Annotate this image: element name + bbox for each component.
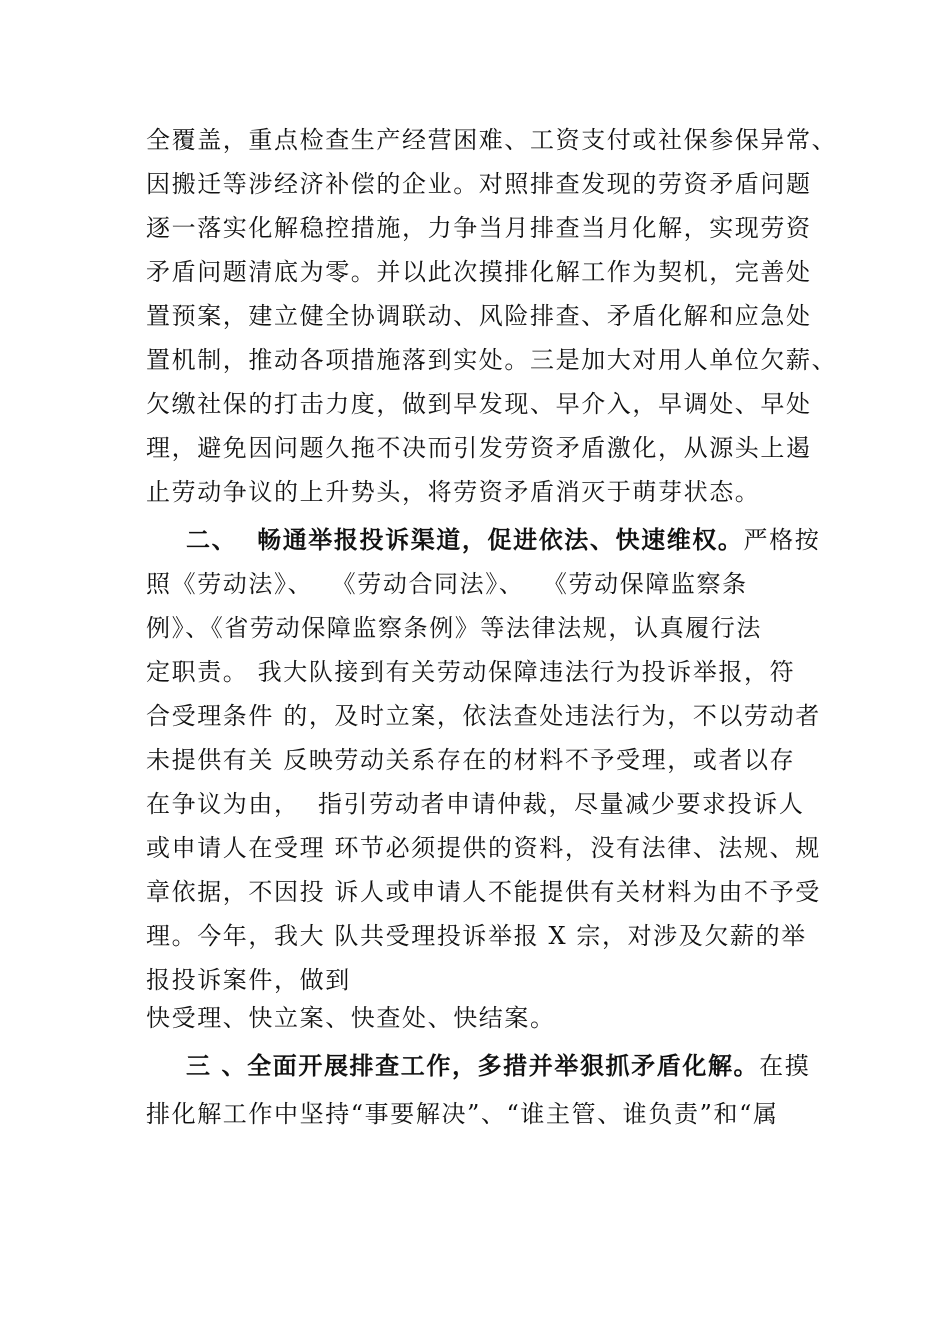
heading-line-rest: 严格按 [743,526,821,554]
paragraph-line: 排化解工作中坚持“事要解决”、“谁主管、谁负责”和“属 [146,1100,779,1128]
paragraph-line: 章依据，不因投 诉人或申请人不能提供有关材料为由不予受 [146,878,821,906]
paragraph-line: 置机制，推动各项措施落到实处。三是加大对用人单位欠薪、 [146,346,838,374]
paragraph-line: 因搬迁等涉经济补偿的企业。对照排查发现的劳资矛盾问题 [146,170,812,198]
paragraph-line: 或申请人在受理 环节必须提供的资料，没有法律、法规、规 [146,834,821,862]
paragraph-line: 止劳动争议的上升势头，将劳资矛盾消灭于萌芽状态。 [146,478,761,506]
heading-line-rest: 在摸 [759,1052,811,1080]
paragraph-line: 理，避免因问题久拖不决而引发劳资矛盾激化，从源头上遏 [146,434,812,462]
paragraph-line: 合受理条件 的，及时立案，依法查处违法行为，不以劳动者 [146,702,821,730]
paragraph-line: 理。今年，我大 队共受理投诉举报 X 宗，对涉及欠薪的举 [146,922,807,950]
paragraph-line: 照《劳动法》、 《劳动合同法》、 《劳动保障监察条 [146,570,748,598]
paragraph-line: 在争议为由， 指引劳动者申请仲裁，尽量减少要求投诉人 [146,790,805,818]
paragraph-line: 例》、《省劳动保障监察条例》等法律法规，认真履行法 [146,614,762,642]
paragraph-line: 逐一落实化解稳控措施，力争当月排查当月化解，实现劳资 [146,214,812,242]
paragraph-line: 定职责。 我大队接到有关劳动保障违法行为投诉举报，符 [146,658,796,686]
section-heading: 二、 畅通举报投诉渠道，促进依法、快速维权。 [186,525,744,554]
section-heading-line [186,1044,816,1088]
paragraph-line: 报投诉案件，做到 [146,966,351,994]
paragraph-line: 未提供有关 反映劳动关系存在的材料不予受理，或者以存 [146,746,796,774]
section-heading: 三 、全面开展排查工作，多措并举狠抓矛盾化解。 [186,1051,760,1080]
paragraph-line: 全覆盖，重点检查生产经营困难、工资支付或社保参保异常、 [146,126,838,154]
paragraph-line: 快受理、快立案、快查处、快结案。 [146,1004,556,1032]
section-heading-line [186,518,821,562]
paragraph-line: 置预案，建立健全协调联动、风险排查、矛盾化解和应急处 [146,302,812,330]
paragraph-line: 欠缴社保的打击力度，做到早发现、早介入，早调处、早处 [146,390,812,418]
paragraph-line: 矛盾问题清底为零。并以此次摸排化解工作为契机，完善处 [146,258,812,286]
